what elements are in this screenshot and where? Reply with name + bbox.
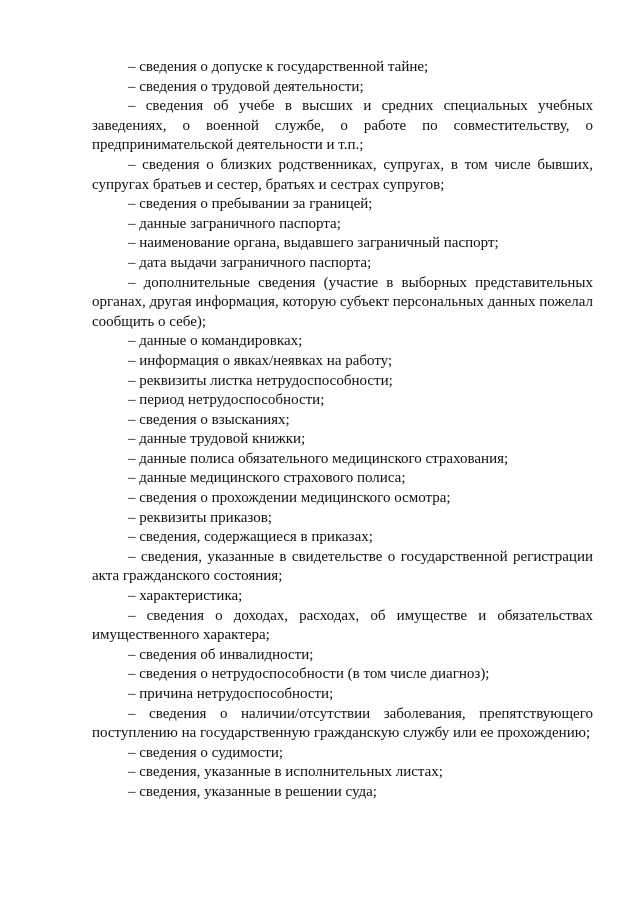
list-item: – дата выдачи заграничного паспорта; (128, 254, 372, 271)
list-item: – данные о командировках; (128, 333, 303, 350)
list-item: – сведения, указанные в решении суда; (128, 783, 377, 800)
list-item: – сведения о доходах, расходах, об имуществе и обязательствах имущественного характера; (92, 607, 593, 644)
list-item: – данные полиса обязательного медицинского страхования; (128, 450, 509, 467)
list-item: – сведения об инвалидности; (128, 646, 314, 663)
list-item: – сведения о взысканиях; (128, 411, 290, 428)
document-body (92, 58, 593, 803)
list-item: – период нетрудоспособности; (128, 392, 325, 409)
list-item: – данные медицинского страхового полиса; (128, 470, 406, 487)
list-item: – сведения о близких родственниках, супругах, в том числе бывших, супругах братьев и сестер, братьях и сестрах супругов; (92, 156, 593, 193)
list-item: – сведения, указанные в исполнительных листах; (128, 764, 443, 781)
list-item: – сведения о прохождении медицинского осмотра; (128, 490, 451, 507)
list-item: – реквизиты приказов; (128, 509, 273, 526)
list-item: – сведения о судимости; (128, 744, 284, 761)
list-item: – данные трудовой книжки; (128, 431, 306, 448)
list-item: – сведения о нетрудоспособности (в том числе диагноз); (128, 666, 490, 683)
list-item: – сведения, содержащиеся в приказах; (128, 529, 373, 546)
list-item: – данные заграничного паспорта; (128, 215, 341, 232)
list-item: – сведения о трудовой деятельности; (128, 78, 364, 95)
list-item: – сведения о допуске к государственной тайне; (128, 59, 429, 75)
list-item: – реквизиты листка нетрудоспособности; (128, 372, 393, 389)
list-item: – сведения об учебе в высших и средних специальных учебных заведениях, о военной службе, о работе по совместительству, о предпринимательской деятельности и т.п.; (92, 98, 593, 154)
list-item: – наименование органа, выдавшего заграничный паспорт; (128, 235, 499, 252)
list-item: – сведения, указанные в свидетельстве о государственной регистрации акта гражданского состояния; (92, 548, 593, 585)
list-item: – характеристика; (128, 588, 243, 605)
list-item: – сведения о наличии/отсутствии заболевания, препятствующего поступлению на государственную гражданскую службу или ее прохождению; (92, 705, 593, 742)
list-item: – информация о явках/неявках на работу; (128, 352, 393, 369)
list-item: – причина нетрудоспособности; (128, 686, 334, 702)
list-item: – сведения о пребывании за границей; (128, 196, 373, 213)
list-item: – дополнительные сведения (участие в выборных представительных органах, другая информация, которую субъект персональных данных пожелал сообщить о себе); (92, 274, 593, 330)
